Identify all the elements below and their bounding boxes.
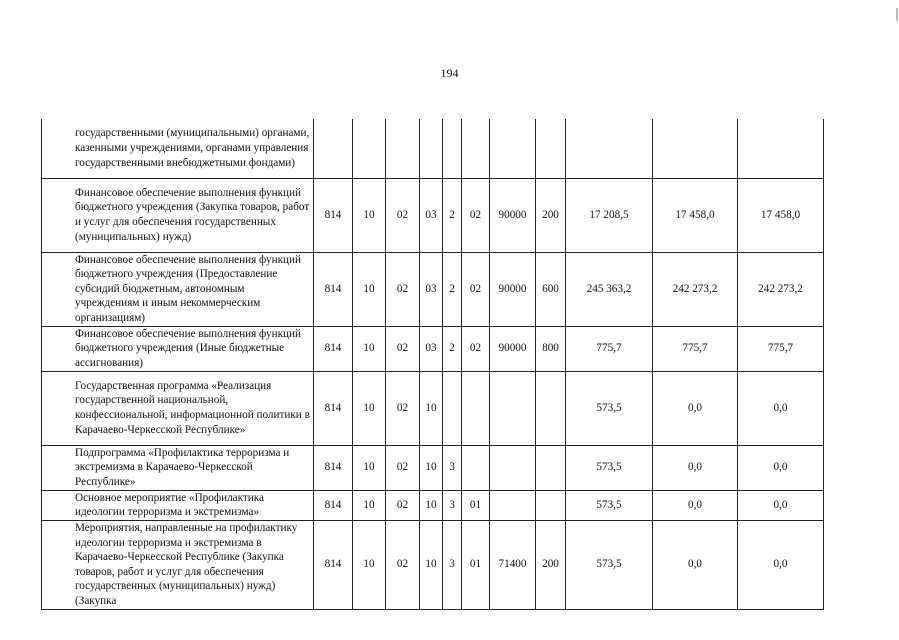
sum-year-3-cell: 0,0 xyxy=(738,490,824,520)
sum-year-1-cell: 573,5 xyxy=(566,520,653,609)
row-name-cell: Основное мероприятие «Профилактика идеологии терроризма и экстремизма» xyxy=(42,490,314,520)
measure-cell: 02 xyxy=(462,252,490,326)
budget-table xyxy=(41,119,824,610)
row-name-cell: Подпрограмма «Профилактика терроризма и экстремизма в Карачаево-Черкесской Республике» xyxy=(42,445,314,490)
table-row xyxy=(42,445,824,490)
rz-cell: 10 xyxy=(353,178,386,252)
direction-cell xyxy=(490,490,536,520)
subprogram-cell xyxy=(443,371,462,445)
sum-year-1-cell: 573,5 xyxy=(566,445,653,490)
pr-cell: 02 xyxy=(386,520,420,609)
vr-cell: 600 xyxy=(536,252,566,326)
sum-year-3-cell: 775,7 xyxy=(738,326,824,371)
program-cell: 10 xyxy=(420,520,443,609)
rz-cell: 10 xyxy=(353,371,386,445)
sum-year-3-cell: 0,0 xyxy=(738,445,824,490)
grbs-cell: 814 xyxy=(314,490,353,520)
sum-year-3-cell: 0,0 xyxy=(738,371,824,445)
subprogram-cell: 2 xyxy=(443,178,462,252)
grbs-cell: 814 xyxy=(314,252,353,326)
row-name-cell: Финансовое обеспечение выполнения функций бюджетного учреждения (Предоставление субсидий бюджетным, автономным учреждениям и иным некоммерческим организациям) xyxy=(42,252,314,326)
scan-edge-mark xyxy=(896,8,898,21)
sum-year-1-cell: 245 363,2 xyxy=(566,252,653,326)
row-name-cell: Государственная программа «Реализация государственной национальной, конфессиональной, информационной политики в Карачаево-Черкесской Республике» xyxy=(42,371,314,445)
subprogram-cell: 2 xyxy=(443,326,462,371)
sum-year-2-cell: 242 273,2 xyxy=(653,252,738,326)
vr-cell xyxy=(536,490,566,520)
row-name-cell: государственными (муниципальными) органами, казенными учреждениями, органами управления государственными внебюджетными фондами) xyxy=(42,119,314,178)
sum-year-3-cell: 0,0 xyxy=(738,520,824,609)
pr-cell xyxy=(386,119,420,178)
rz-cell: 10 xyxy=(353,490,386,520)
direction-cell xyxy=(490,445,536,490)
vr-cell xyxy=(536,445,566,490)
grbs-cell xyxy=(314,119,353,178)
pr-cell: 02 xyxy=(386,326,420,371)
sum-year-2-cell xyxy=(653,119,738,178)
measure-cell: 02 xyxy=(462,178,490,252)
table-row xyxy=(42,252,824,326)
direction-cell: 90000 xyxy=(490,326,536,371)
subprogram-cell xyxy=(443,119,462,178)
direction-cell xyxy=(490,371,536,445)
vr-cell: 800 xyxy=(536,326,566,371)
program-cell: 10 xyxy=(420,490,443,520)
vr-cell: 200 xyxy=(536,178,566,252)
subprogram-cell: 3 xyxy=(443,445,462,490)
pr-cell: 02 xyxy=(386,252,420,326)
sum-year-2-cell: 0,0 xyxy=(653,490,738,520)
table-row xyxy=(42,520,824,609)
sum-year-2-cell: 775,7 xyxy=(653,326,738,371)
rz-cell: 10 xyxy=(353,252,386,326)
table-row xyxy=(42,371,824,445)
sum-year-1-cell: 573,5 xyxy=(566,490,653,520)
rz-cell: 10 xyxy=(353,326,386,371)
program-cell: 10 xyxy=(420,445,443,490)
direction-cell: 90000 xyxy=(490,252,536,326)
program-cell: 03 xyxy=(420,252,443,326)
rz-cell xyxy=(353,119,386,178)
pr-cell: 02 xyxy=(386,178,420,252)
grbs-cell: 814 xyxy=(314,371,353,445)
direction-cell: 90000 xyxy=(490,178,536,252)
sum-year-3-cell: 17 458,0 xyxy=(738,178,824,252)
sum-year-1-cell xyxy=(566,119,653,178)
pr-cell: 02 xyxy=(386,371,420,445)
sum-year-1-cell: 775,7 xyxy=(566,326,653,371)
sum-year-3-cell: 242 273,2 xyxy=(738,252,824,326)
program-cell: 03 xyxy=(420,326,443,371)
direction-cell xyxy=(490,119,536,178)
pr-cell: 02 xyxy=(386,445,420,490)
program-cell xyxy=(420,119,443,178)
measure-cell: 01 xyxy=(462,520,490,609)
table-row xyxy=(42,490,824,520)
grbs-cell: 814 xyxy=(314,520,353,609)
sum-year-1-cell: 573,5 xyxy=(566,371,653,445)
program-cell: 03 xyxy=(420,178,443,252)
vr-cell: 200 xyxy=(536,520,566,609)
sum-year-2-cell: 0,0 xyxy=(653,371,738,445)
sum-year-2-cell: 0,0 xyxy=(653,445,738,490)
vr-cell xyxy=(536,371,566,445)
rz-cell: 10 xyxy=(353,445,386,490)
vr-cell xyxy=(536,119,566,178)
row-name-cell: Финансовое обеспечение выполнения функций бюджетного учреждения (Иные бюджетные ассигнования) xyxy=(42,326,314,371)
measure-cell xyxy=(462,445,490,490)
row-name-cell: Мероприятия, направленные на профилактику идеологии терроризма и экстремизма в Карачаево-Черкесской Республике (Закупка товаров, работ и услуг для обеспечения государственных (муниципальных) нужд) (Закупка xyxy=(42,520,314,609)
table-row xyxy=(42,326,824,371)
subprogram-cell: 3 xyxy=(443,490,462,520)
sum-year-3-cell xyxy=(738,119,824,178)
measure-cell xyxy=(462,371,490,445)
page-number: 194 xyxy=(440,66,459,80)
grbs-cell: 814 xyxy=(314,178,353,252)
table-row xyxy=(42,178,824,252)
rz-cell: 10 xyxy=(353,520,386,609)
table-row xyxy=(42,119,824,178)
sum-year-2-cell: 17 458,0 xyxy=(653,178,738,252)
grbs-cell: 814 xyxy=(314,326,353,371)
grbs-cell: 814 xyxy=(314,445,353,490)
subprogram-cell: 2 xyxy=(443,252,462,326)
program-cell: 10 xyxy=(420,371,443,445)
measure-cell xyxy=(462,119,490,178)
sum-year-2-cell: 0,0 xyxy=(653,520,738,609)
measure-cell: 02 xyxy=(462,326,490,371)
subprogram-cell: 3 xyxy=(443,520,462,609)
measure-cell: 01 xyxy=(462,490,490,520)
row-name-cell: Финансовое обеспечение выполнения функций бюджетного учреждения (Закупка товаров, работ и услуг для обеспечения государственных (муниципальных) нужд) xyxy=(42,178,314,252)
direction-cell: 71400 xyxy=(490,520,536,609)
sum-year-1-cell: 17 208,5 xyxy=(566,178,653,252)
pr-cell: 02 xyxy=(386,490,420,520)
